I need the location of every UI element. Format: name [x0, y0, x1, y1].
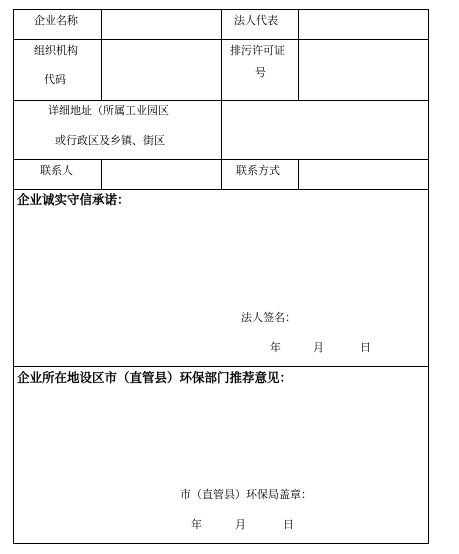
recommendation-heading: 企业所在地设区市（直管县）环保部门推荐意见：: [17, 370, 293, 385]
label-company-name: 企业名称: [34, 14, 78, 27]
table-border-left: [13, 9, 14, 544]
label-discharge-permit-line2: 号: [255, 66, 266, 79]
environmental-bureau-seal-label: 市（直管县）环保局盖章：: [180, 488, 312, 501]
legal-rep-signature-label: 法人签名：: [241, 311, 296, 324]
label-contact-person: 联系人: [40, 164, 73, 177]
row-divider-4: [13, 189, 429, 190]
commitment-date-month: 月: [313, 341, 324, 354]
label-discharge-permit-line1: 排污许可证: [230, 44, 285, 57]
commitment-date-day: 日: [360, 341, 371, 354]
commitment-heading: 企业诚实守信承诺：: [17, 192, 130, 207]
label-contact-method: 联系方式: [236, 164, 280, 177]
recommendation-date-year: 年: [191, 518, 202, 531]
recommendation-date-day: 日: [283, 518, 294, 531]
label-address-line1: 详细地址（所属工业园区: [48, 104, 169, 117]
label-legal-representative: 法人代表: [234, 14, 278, 27]
recommendation-date-month: 月: [235, 518, 246, 531]
table-border-bottom: [13, 543, 429, 544]
col-divider-3: [298, 9, 299, 100]
col-divider-2: [221, 9, 222, 189]
label-address-line2: 或行政区及乡镇、街区: [55, 134, 165, 147]
section-divider: [13, 366, 429, 367]
table-border-right: [428, 9, 429, 544]
col-divider-3b: [298, 159, 299, 189]
col-divider-1b: [101, 159, 102, 189]
commitment-date-year: 年: [270, 341, 281, 354]
label-org-code-line1: 组织机构: [34, 44, 78, 57]
label-org-code-line2: 代码: [44, 73, 66, 86]
col-divider-1: [101, 9, 102, 100]
